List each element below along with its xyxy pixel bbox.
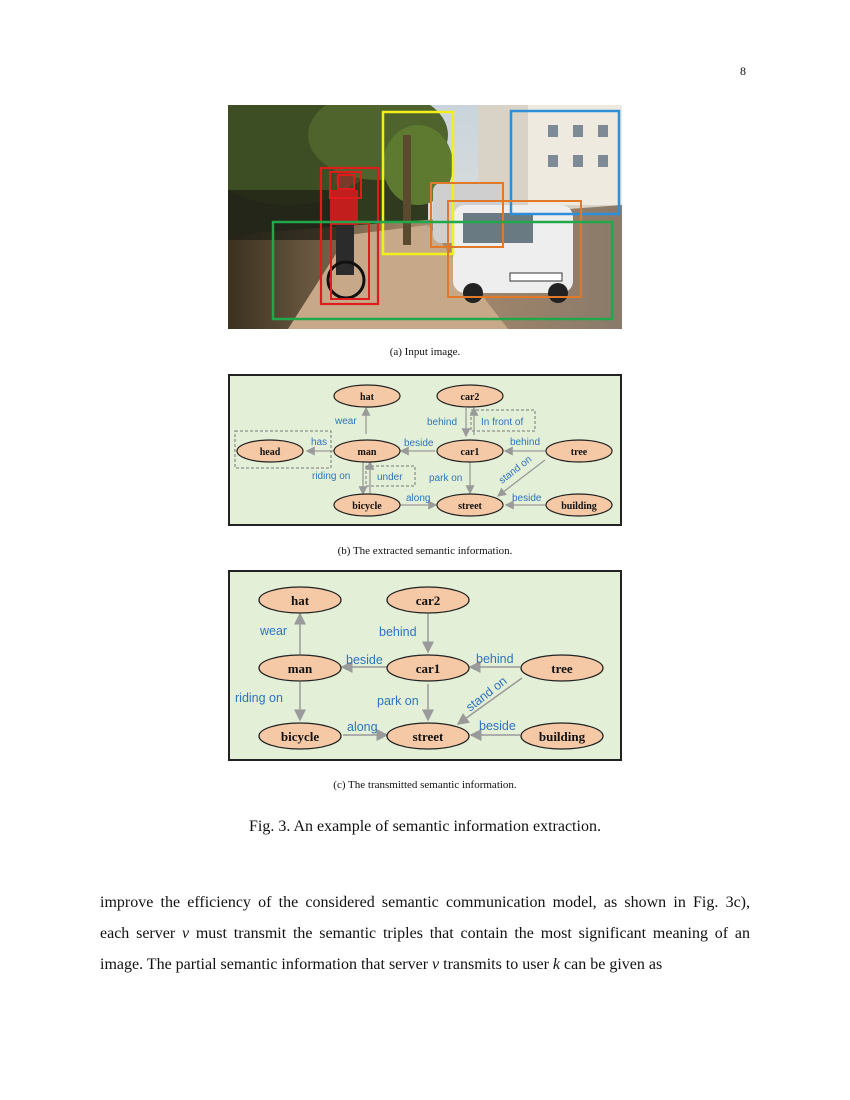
edge-label-park-on: park on bbox=[377, 694, 419, 708]
transmitted-graph bbox=[228, 570, 622, 761]
page-number: 8 bbox=[740, 64, 746, 78]
node-car1: car1 bbox=[460, 447, 480, 458]
edge-label-riding-on: riding on bbox=[312, 471, 351, 482]
node-bicycle: bicycle bbox=[280, 729, 320, 744]
figure-caption: Fig. 3. An example of semantic information extraction. bbox=[249, 818, 601, 835]
node-street: street bbox=[412, 729, 444, 744]
edge-label-behind: behind bbox=[476, 652, 514, 666]
edge-label-beside: beside bbox=[346, 653, 383, 667]
body-line: improve the efficiency of the considered semantic communication model, as shown in Fig. 3c), bbox=[100, 894, 750, 911]
node-car2: car2 bbox=[460, 392, 480, 403]
node-car2: car2 bbox=[415, 593, 441, 608]
edge-label-in-front-of: In front of bbox=[481, 417, 524, 428]
node-bicycle: bicycle bbox=[352, 501, 382, 512]
node-building: building bbox=[561, 501, 597, 512]
node-street: street bbox=[458, 501, 482, 512]
node-building: building bbox=[538, 729, 586, 744]
body-line: each server v must transmit the semantic triples that contain the most significant meaning of an bbox=[100, 925, 750, 942]
body-paragraph bbox=[100, 887, 750, 980]
edge-label-stand-on: stand on bbox=[497, 454, 535, 487]
caption-b: (b) The extracted semantic information. bbox=[337, 545, 513, 557]
node-tree: tree bbox=[551, 661, 573, 676]
edge-label-park-on: park on bbox=[429, 473, 463, 484]
edge-label-stand-on: stand on bbox=[463, 673, 510, 715]
edge-label-behind: behind bbox=[379, 625, 417, 639]
extracted-graph bbox=[228, 374, 622, 526]
edge-label-wear: wear bbox=[335, 416, 357, 427]
node-head: head bbox=[259, 447, 281, 458]
edge-label-behind: behind bbox=[427, 417, 458, 428]
edge-label-along: along bbox=[406, 493, 431, 504]
var-v: v bbox=[181, 925, 190, 942]
edge-label-under: under bbox=[377, 472, 403, 483]
caption-c: (c) The transmitted semantic information. bbox=[333, 779, 517, 791]
edge-label-has: has bbox=[311, 437, 328, 448]
node-car1: car1 bbox=[415, 661, 441, 676]
edge-label-along: along bbox=[347, 720, 378, 734]
body-line: image. The partial semantic information that server v transmits to user k can be given as bbox=[100, 956, 663, 973]
edge-label-beside: beside bbox=[479, 719, 516, 733]
edge-label-wear: wear bbox=[260, 624, 288, 638]
node-tree: tree bbox=[570, 447, 588, 458]
edge-label-riding-on: riding on bbox=[235, 691, 283, 705]
edge-label-beside: beside bbox=[404, 438, 434, 449]
node-hat: hat bbox=[290, 593, 310, 608]
var-v: v bbox=[432, 956, 440, 973]
var-k: k bbox=[552, 956, 561, 973]
node-man: man bbox=[357, 447, 377, 458]
input-image bbox=[228, 105, 622, 329]
caption-a: (a) Input image. bbox=[389, 346, 461, 358]
edge-label-beside: beside bbox=[512, 493, 542, 504]
node-hat: hat bbox=[360, 392, 374, 403]
edge-label-behind: behind bbox=[510, 437, 541, 448]
node-man: man bbox=[287, 661, 313, 676]
